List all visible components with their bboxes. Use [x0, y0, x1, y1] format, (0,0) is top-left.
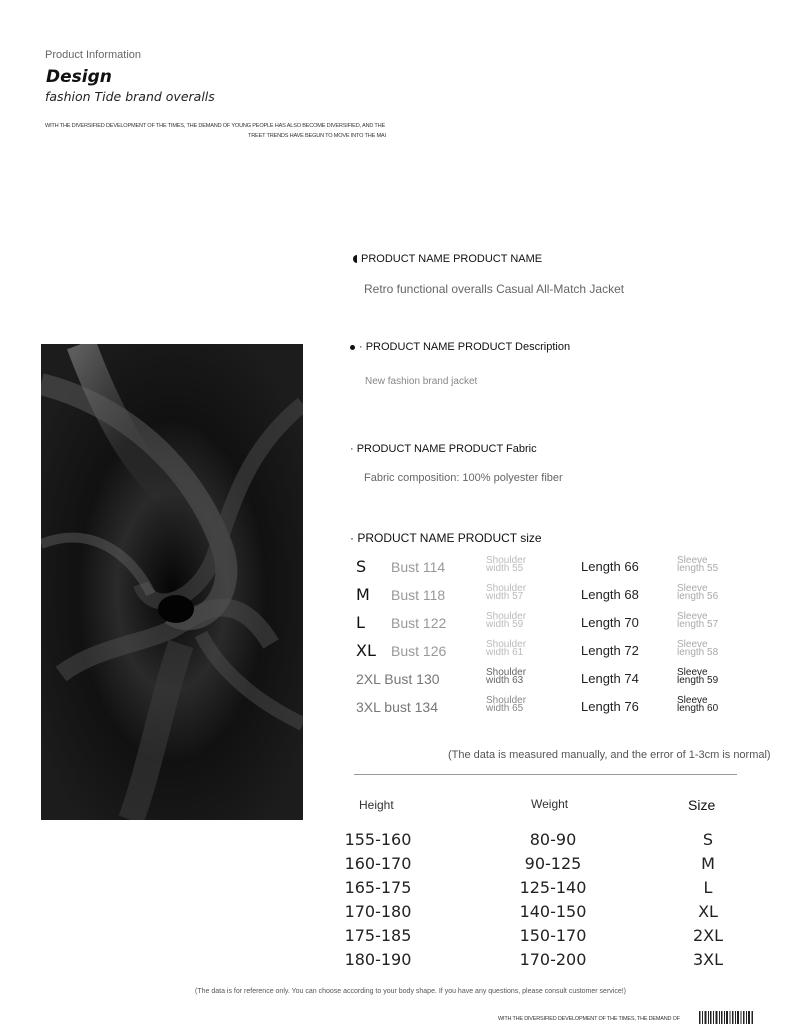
size-row-m [356, 581, 776, 609]
table-weight-cell: 170-200 [519, 950, 587, 969]
design-title: Design [46, 67, 112, 87]
length-value: Length 66 [581, 559, 639, 574]
bust-value: Bust 126 [391, 643, 447, 659]
bullet-icon [350, 345, 355, 350]
product-name-value: Retro functional overalls Casual All-Match Jacket [364, 282, 625, 296]
product-name-title [353, 253, 542, 265]
barcode-icon [699, 1011, 754, 1024]
length-value: Length 74 [581, 671, 639, 686]
table-height-cell: 165-175 [344, 878, 412, 897]
size-row-l [356, 609, 776, 637]
length-value: Length 72 [581, 643, 639, 658]
table-size-cell: 2XL [692, 926, 724, 945]
product-size-title: · PRODUCT NAME PRODUCT size [350, 531, 542, 545]
table-weight-cell: 140-150 [519, 902, 587, 921]
measurement-note: (The data is measured manually, and the error of 1-3cm is normal) [448, 749, 771, 761]
sleeve-value: Sleeve length 58 [677, 639, 719, 658]
shoulder-value: Shoulder width 61 [486, 639, 527, 658]
length-value: Length 70 [581, 615, 639, 630]
size-row-2xl [356, 665, 776, 693]
sleeve-value: Sleeve length 60 [677, 695, 719, 714]
size-bust-value: 2XL Bust 130 [356, 671, 440, 687]
table-height-cell: 170-180 [344, 902, 412, 921]
product-fabric-value: Fabric composition: 100% polyester fiber [364, 472, 563, 484]
header-height: Height [359, 798, 394, 812]
shoulder-value: Shoulder width 57 [486, 583, 527, 602]
size-row-s [356, 553, 776, 581]
table-height-cell: 175-185 [344, 926, 412, 945]
table-size-cell: S [702, 830, 714, 849]
table-height-cell: 180-190 [344, 950, 412, 969]
description-line-1: WITH THE DIVERSIFIED DEVELOPMENT OF THE TIMES, THE DEMAND OF YOUNG PEOPLE HAS ALSO BECOME DIVERSIFIED, AND THE [45, 123, 386, 129]
reference-footnote: (The data is for reference only. You can choose according to your body shape. If you have any questions, please consult customer service!) [195, 988, 627, 995]
product-description-title-text: · PRODUCT NAME PRODUCT Description [359, 341, 571, 353]
size-row-xl [356, 637, 776, 665]
length-value: Length 76 [581, 699, 639, 714]
table-weight-cell: 80-90 [529, 830, 577, 849]
table-size-cell: XL [698, 902, 718, 921]
size-label: XL [356, 641, 376, 660]
table-height-cell: 155-160 [344, 830, 412, 849]
table-size-cell: M [701, 854, 715, 873]
shoulder-value: Shoulder width 59 [486, 611, 527, 630]
product-description-title [350, 341, 570, 353]
size-label: M [356, 585, 370, 604]
sleeve-value: Sleeve length 57 [677, 611, 719, 630]
table-weight-cell: 125-140 [519, 878, 587, 897]
section-label: Product Information [45, 49, 141, 61]
table-weight-cell: 150-170 [519, 926, 587, 945]
size-label: S [356, 557, 367, 576]
product-description-value: New fashion brand jacket [365, 376, 478, 387]
sleeve-value: Sleeve length 56 [677, 583, 719, 602]
shoulder-value: Shoulder width 63 [486, 667, 527, 686]
bust-value: Bust 122 [391, 615, 447, 631]
sleeve-value: Sleeve length 55 [677, 555, 719, 574]
length-value: Length 68 [581, 587, 639, 602]
header-size: Size [688, 797, 716, 813]
size-bust-value: 3XL bust 134 [356, 699, 438, 715]
table-weight-cell: 90-125 [524, 854, 582, 873]
bust-value: Bust 114 [391, 559, 446, 575]
header-weight: Weight [531, 797, 569, 811]
subtitle: fashion Tide brand overalls [45, 89, 215, 104]
fabric-photo [41, 344, 303, 820]
footer-text: WITH THE DIVERSIFIED DEVELOPMENT OF THE TIMES, THE DEMAND OF [498, 1016, 680, 1022]
description-line-2: TREET TRENDS HAVE BEGUN TO MOVE INTO THE MAI [248, 133, 386, 139]
product-name-title-text: PRODUCT NAME PRODUCT NAME [361, 253, 543, 265]
shoulder-value: Shoulder width 65 [486, 695, 527, 714]
half-dot-icon [353, 255, 357, 263]
divider [354, 774, 737, 775]
sleeve-value: Sleeve length 59 [677, 667, 719, 686]
table-height-cell: 160-170 [344, 854, 412, 873]
table-size-cell: L [703, 878, 713, 897]
product-fabric-title: · PRODUCT NAME PRODUCT Fabric [350, 443, 537, 455]
bust-value: Bust 118 [391, 587, 446, 603]
size-row-3xl [356, 693, 776, 721]
size-label: L [356, 613, 365, 632]
table-size-cell: 3XL [692, 950, 724, 969]
shoulder-value: Shoulder width 55 [486, 555, 527, 574]
